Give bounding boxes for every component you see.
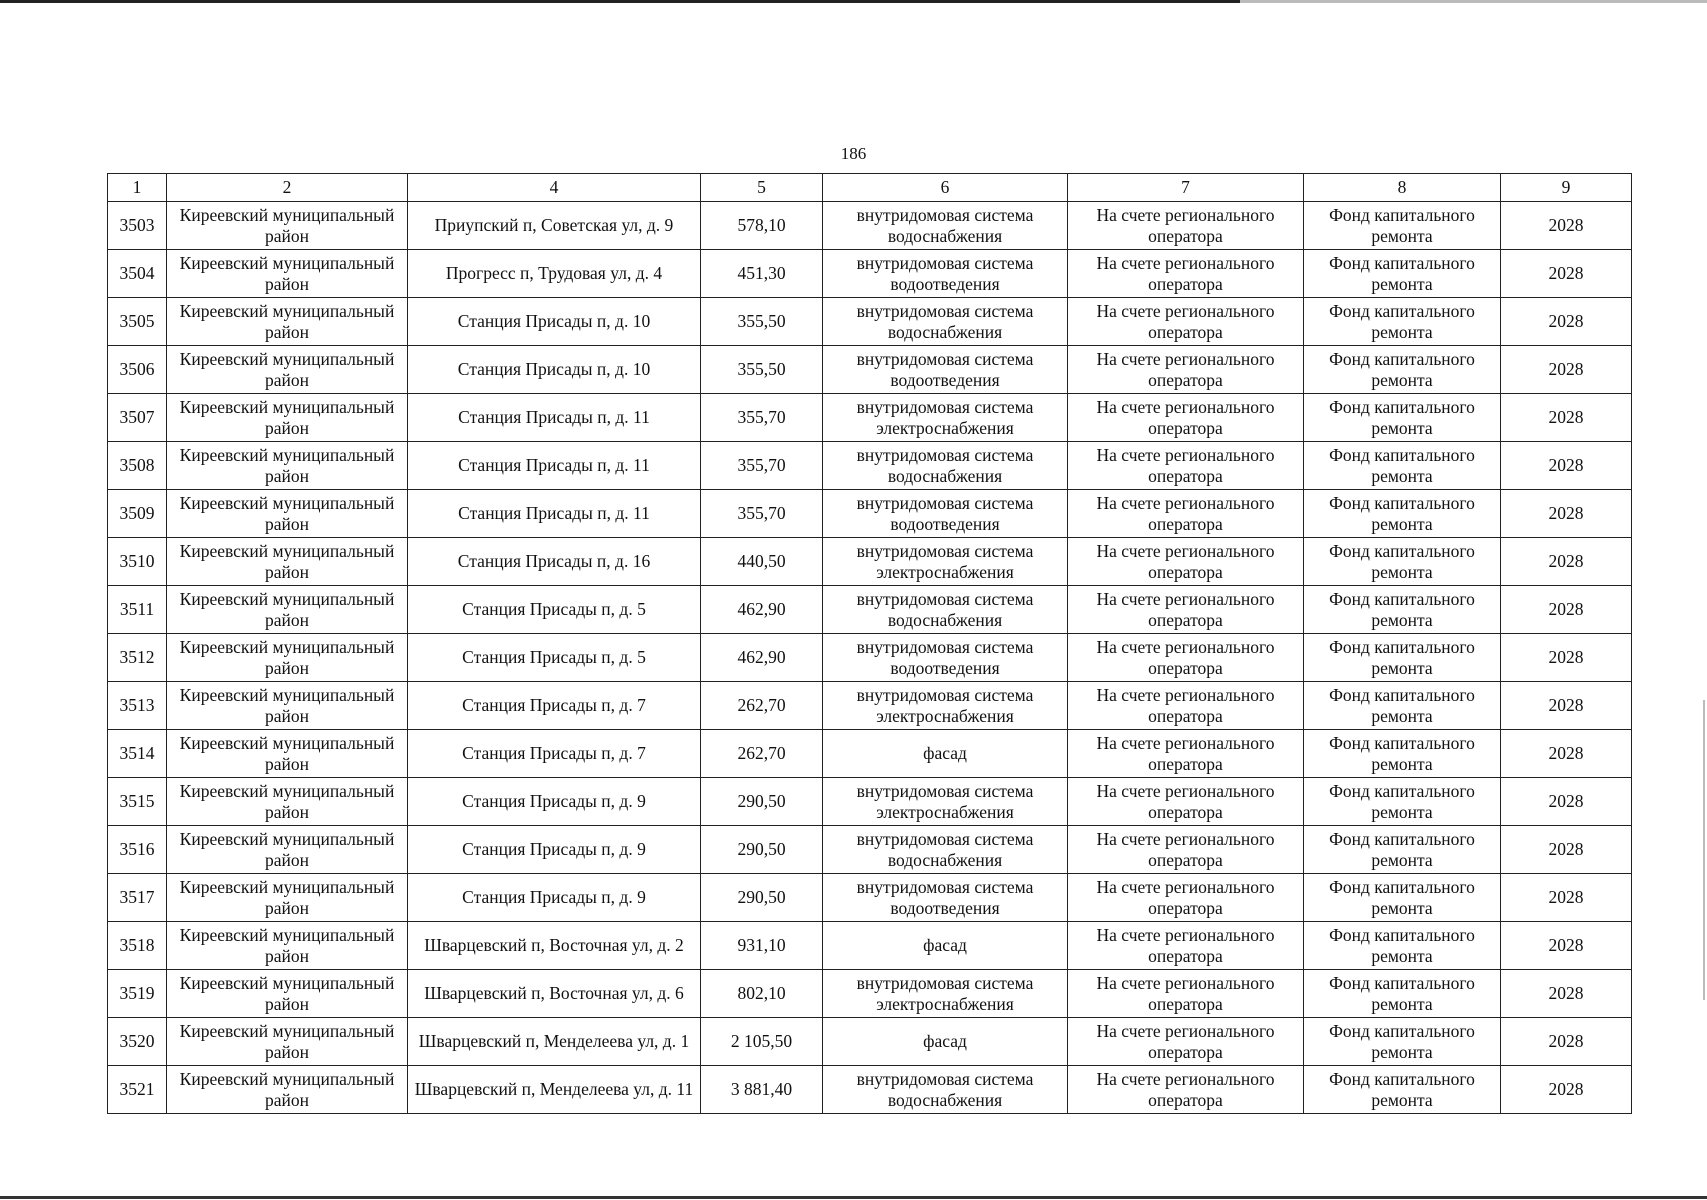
district-cell: Киреевский муниципальный район — [167, 346, 408, 394]
row-number-cell: 3510 — [108, 538, 167, 586]
district-cell: Киреевский муниципальный район — [167, 394, 408, 442]
fund-location-cell: На счете регионального оператора — [1068, 682, 1304, 730]
row-number-cell: 3520 — [108, 1018, 167, 1066]
row-number-cell: 3508 — [108, 442, 167, 490]
fund-location-cell: На счете регионального оператора — [1068, 250, 1304, 298]
column-header: 7 — [1068, 174, 1304, 202]
address-cell: Станция Присады п, д. 10 — [408, 298, 701, 346]
work-type-cell: внутридомовая система водоотведения — [823, 250, 1068, 298]
address-cell: Станция Присады п, д. 5 — [408, 586, 701, 634]
district-cell: Киреевский муниципальный район — [167, 682, 408, 730]
address-cell: Станция Присады п, д. 7 — [408, 730, 701, 778]
funding-source-cell: Фонд капитального ремонта — [1304, 826, 1501, 874]
area-cell: 355,70 — [701, 490, 823, 538]
table-row — [108, 778, 1632, 826]
funding-source-cell: Фонд капитального ремонта — [1304, 730, 1501, 778]
fund-location-cell: На счете регионального оператора — [1068, 538, 1304, 586]
district-cell: Киреевский муниципальный район — [167, 586, 408, 634]
row-number-cell: 3506 — [108, 346, 167, 394]
funding-source-cell: Фонд капитального ремонта — [1304, 490, 1501, 538]
district-cell: Киреевский муниципальный район — [167, 442, 408, 490]
fund-location-cell: На счете регионального оператора — [1068, 826, 1304, 874]
table-row — [108, 298, 1632, 346]
table-row — [108, 682, 1632, 730]
year-cell: 2028 — [1501, 730, 1632, 778]
row-number-cell: 3511 — [108, 586, 167, 634]
row-number-cell: 3513 — [108, 682, 167, 730]
fund-location-cell: На счете регионального оператора — [1068, 922, 1304, 970]
table-body — [108, 202, 1632, 1114]
row-number-cell: 3507 — [108, 394, 167, 442]
table-row — [108, 874, 1632, 922]
work-type-cell: внутридомовая система электроснабжения — [823, 394, 1068, 442]
year-cell: 2028 — [1501, 442, 1632, 490]
year-cell: 2028 — [1501, 634, 1632, 682]
area-cell: 578,10 — [701, 202, 823, 250]
address-cell: Шварцевский п, Менделеева ул, д. 1 — [408, 1018, 701, 1066]
funding-source-cell: Фонд капитального ремонта — [1304, 202, 1501, 250]
table-row — [108, 346, 1632, 394]
work-type-cell: внутридомовая система водоотведения — [823, 874, 1068, 922]
fund-location-cell: На счете регионального оператора — [1068, 346, 1304, 394]
area-cell: 2 105,50 — [701, 1018, 823, 1066]
year-cell: 2028 — [1501, 490, 1632, 538]
area-cell: 355,50 — [701, 298, 823, 346]
funding-source-cell: Фонд капитального ремонта — [1304, 922, 1501, 970]
area-cell: 462,90 — [701, 586, 823, 634]
area-cell: 290,50 — [701, 874, 823, 922]
fund-location-cell: На счете регионального оператора — [1068, 298, 1304, 346]
funding-source-cell: Фонд капитального ремонта — [1304, 538, 1501, 586]
work-type-cell: внутридомовая система водоотведения — [823, 490, 1068, 538]
year-cell: 2028 — [1501, 202, 1632, 250]
scan-edge-bottom — [0, 1196, 1707, 1199]
fund-location-cell: На счете регионального оператора — [1068, 490, 1304, 538]
district-cell: Киреевский муниципальный район — [167, 250, 408, 298]
table-row — [108, 970, 1632, 1018]
funding-source-cell: Фонд капитального ремонта — [1304, 442, 1501, 490]
funding-source-cell: Фонд капитального ремонта — [1304, 586, 1501, 634]
table-row — [108, 586, 1632, 634]
district-cell: Киреевский муниципальный район — [167, 922, 408, 970]
address-cell: Станция Присады п, д. 16 — [408, 538, 701, 586]
district-cell: Киреевский муниципальный район — [167, 778, 408, 826]
address-cell: Станция Присады п, д. 5 — [408, 634, 701, 682]
row-number-cell: 3509 — [108, 490, 167, 538]
area-cell: 451,30 — [701, 250, 823, 298]
funding-source-cell: Фонд капитального ремонта — [1304, 970, 1501, 1018]
district-cell: Киреевский муниципальный район — [167, 730, 408, 778]
funding-source-cell: Фонд капитального ремонта — [1304, 346, 1501, 394]
work-type-cell: внутридомовая система водоснабжения — [823, 442, 1068, 490]
district-cell: Киреевский муниципальный район — [167, 202, 408, 250]
district-cell: Киреевский муниципальный район — [167, 1018, 408, 1066]
district-cell: Киреевский муниципальный район — [167, 874, 408, 922]
row-number-cell: 3518 — [108, 922, 167, 970]
scan-edge-right — [1703, 700, 1705, 1000]
row-number-cell: 3516 — [108, 826, 167, 874]
work-type-cell: внутридомовая система водоотведения — [823, 346, 1068, 394]
year-cell: 2028 — [1501, 970, 1632, 1018]
address-cell: Шварцевский п, Восточная ул, д. 6 — [408, 970, 701, 1018]
scan-edge-top-faded — [1240, 0, 1707, 3]
work-type-cell: фасад — [823, 922, 1068, 970]
area-cell: 931,10 — [701, 922, 823, 970]
row-number-cell: 3519 — [108, 970, 167, 1018]
funding-source-cell: Фонд капитального ремонта — [1304, 874, 1501, 922]
table-row — [108, 922, 1632, 970]
area-cell: 440,50 — [701, 538, 823, 586]
district-cell: Киреевский муниципальный район — [167, 1066, 408, 1114]
fund-location-cell: На счете регионального оператора — [1068, 586, 1304, 634]
table-row — [108, 1018, 1632, 1066]
area-cell: 262,70 — [701, 682, 823, 730]
column-header: 5 — [701, 174, 823, 202]
work-type-cell: внутридомовая система электроснабжения — [823, 538, 1068, 586]
row-number-cell: 3521 — [108, 1066, 167, 1114]
fund-location-cell: На счете регионального оператора — [1068, 730, 1304, 778]
table-row — [108, 538, 1632, 586]
fund-location-cell: На счете регионального оператора — [1068, 202, 1304, 250]
year-cell: 2028 — [1501, 778, 1632, 826]
table-row — [108, 634, 1632, 682]
year-cell: 2028 — [1501, 586, 1632, 634]
address-cell: Станция Присады п, д. 7 — [408, 682, 701, 730]
fund-location-cell: На счете регионального оператора — [1068, 778, 1304, 826]
address-cell: Приупский п, Советская ул, д. 9 — [408, 202, 701, 250]
year-cell: 2028 — [1501, 394, 1632, 442]
column-header: 1 — [108, 174, 167, 202]
year-cell: 2028 — [1501, 250, 1632, 298]
page-number: 186 — [840, 144, 867, 163]
area-cell: 355,50 — [701, 346, 823, 394]
work-type-cell: внутридомовая система водоснабжения — [823, 1066, 1068, 1114]
work-type-cell: внутридомовая система водоотведения — [823, 634, 1068, 682]
fund-location-cell: На счете регионального оператора — [1068, 970, 1304, 1018]
column-header: 6 — [823, 174, 1068, 202]
funding-source-cell: Фонд капитального ремонта — [1304, 778, 1501, 826]
year-cell: 2028 — [1501, 1018, 1632, 1066]
year-cell: 2028 — [1501, 1066, 1632, 1114]
work-type-cell: фасад — [823, 1018, 1068, 1066]
row-number-cell: 3503 — [108, 202, 167, 250]
row-number-cell: 3505 — [108, 298, 167, 346]
area-cell: 290,50 — [701, 826, 823, 874]
year-cell: 2028 — [1501, 538, 1632, 586]
registry-table — [107, 173, 1632, 1114]
work-type-cell: внутридомовая система электроснабжения — [823, 682, 1068, 730]
address-cell: Станция Присады п, д. 11 — [408, 490, 701, 538]
row-number-cell: 3514 — [108, 730, 167, 778]
row-number-cell: 3515 — [108, 778, 167, 826]
work-type-cell: внутридомовая система электроснабжения — [823, 970, 1068, 1018]
area-cell: 262,70 — [701, 730, 823, 778]
address-cell: Шварцевский п, Менделеева ул, д. 11 — [408, 1066, 701, 1114]
address-cell: Шварцевский п, Восточная ул, д. 2 — [408, 922, 701, 970]
funding-source-cell: Фонд капитального ремонта — [1304, 298, 1501, 346]
column-header: 9 — [1501, 174, 1632, 202]
fund-location-cell: На счете регионального оператора — [1068, 874, 1304, 922]
table-row — [108, 394, 1632, 442]
year-cell: 2028 — [1501, 922, 1632, 970]
work-type-cell: фасад — [823, 730, 1068, 778]
address-cell: Станция Присады п, д. 9 — [408, 874, 701, 922]
row-number-cell: 3504 — [108, 250, 167, 298]
year-cell: 2028 — [1501, 874, 1632, 922]
address-cell: Станция Присады п, д. 9 — [408, 826, 701, 874]
fund-location-cell: На счете регионального оператора — [1068, 1066, 1304, 1114]
area-cell: 355,70 — [701, 442, 823, 490]
work-type-cell: внутридомовая система электроснабжения — [823, 778, 1068, 826]
work-type-cell: внутридомовая система водоснабжения — [823, 298, 1068, 346]
district-cell: Киреевский муниципальный район — [167, 970, 408, 1018]
row-number-cell: 3512 — [108, 634, 167, 682]
area-cell: 3 881,40 — [701, 1066, 823, 1114]
district-cell: Киреевский муниципальный район — [167, 490, 408, 538]
table-row — [108, 490, 1632, 538]
year-cell: 2028 — [1501, 346, 1632, 394]
table-row — [108, 826, 1632, 874]
year-cell: 2028 — [1501, 298, 1632, 346]
table-row — [108, 730, 1632, 778]
column-header: 2 — [167, 174, 408, 202]
fund-location-cell: На счете регионального оператора — [1068, 634, 1304, 682]
table-row — [108, 250, 1632, 298]
address-cell: Станция Присады п, д. 11 — [408, 394, 701, 442]
funding-source-cell: Фонд капитального ремонта — [1304, 1018, 1501, 1066]
table-row — [108, 202, 1632, 250]
fund-location-cell: На счете регионального оператора — [1068, 1018, 1304, 1066]
table-header-row — [108, 174, 1632, 202]
area-cell: 355,70 — [701, 394, 823, 442]
fund-location-cell: На счете регионального оператора — [1068, 394, 1304, 442]
funding-source-cell: Фонд капитального ремонта — [1304, 682, 1501, 730]
row-number-cell: 3517 — [108, 874, 167, 922]
fund-location-cell: На счете регионального оператора — [1068, 442, 1304, 490]
district-cell: Киреевский муниципальный район — [167, 634, 408, 682]
table-row — [108, 442, 1632, 490]
column-header: 8 — [1304, 174, 1501, 202]
area-cell: 802,10 — [701, 970, 823, 1018]
year-cell: 2028 — [1501, 826, 1632, 874]
address-cell: Прогресс п, Трудовая ул, д. 4 — [408, 250, 701, 298]
district-cell: Киреевский муниципальный район — [167, 538, 408, 586]
district-cell: Киреевский муниципальный район — [167, 826, 408, 874]
area-cell: 462,90 — [701, 634, 823, 682]
district-cell: Киреевский муниципальный район — [167, 298, 408, 346]
funding-source-cell: Фонд капитального ремонта — [1304, 394, 1501, 442]
area-cell: 290,50 — [701, 778, 823, 826]
address-cell: Станция Присады п, д. 9 — [408, 778, 701, 826]
funding-source-cell: Фонд капитального ремонта — [1304, 250, 1501, 298]
column-header: 4 — [408, 174, 701, 202]
year-cell: 2028 — [1501, 682, 1632, 730]
work-type-cell: внутридомовая система водоснабжения — [823, 826, 1068, 874]
table-row — [108, 1066, 1632, 1114]
funding-source-cell: Фонд капитального ремонта — [1304, 1066, 1501, 1114]
work-type-cell: внутридомовая система водоснабжения — [823, 202, 1068, 250]
work-type-cell: внутридомовая система водоснабжения — [823, 586, 1068, 634]
address-cell: Станция Присады п, д. 10 — [408, 346, 701, 394]
address-cell: Станция Присады п, д. 11 — [408, 442, 701, 490]
funding-source-cell: Фонд капитального ремонта — [1304, 634, 1501, 682]
